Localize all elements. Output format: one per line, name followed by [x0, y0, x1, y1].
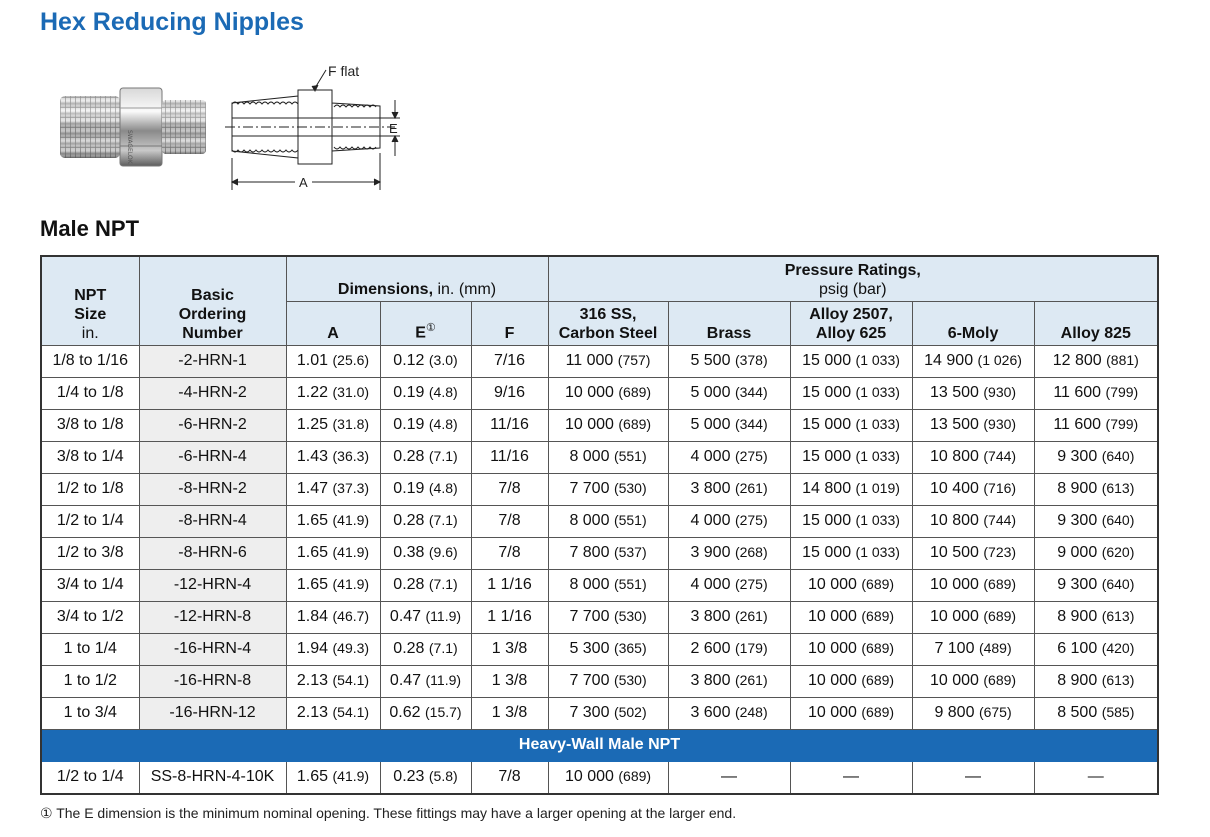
cell-316ss: 7 700 (530): [548, 601, 668, 633]
cell-alloy825: 11 600 (799): [1034, 377, 1158, 409]
cell-brass: 5 500 (378): [668, 345, 790, 377]
cell-size: 1/2 to 3/8: [41, 537, 139, 569]
cell-brass: 5 000 (344): [668, 409, 790, 441]
cell-alloy2507: 15 000 (1 033): [790, 505, 912, 537]
cell-alloy825: 11 600 (799): [1034, 409, 1158, 441]
fitting-illustration: [50, 58, 420, 198]
cell-6moly: 10 800 (744): [912, 505, 1034, 537]
cell-dim-e: 0.28 (7.1): [380, 441, 471, 473]
cell-brass: —: [668, 761, 790, 794]
cell-dim-a: 1.84 (46.7): [286, 601, 380, 633]
cell-dim-a: 1.25 (31.8): [286, 409, 380, 441]
table-row: [41, 505, 1158, 537]
cell-316ss: 8 000 (551): [548, 441, 668, 473]
cell-316ss: 7 700 (530): [548, 665, 668, 697]
cell-6moly: 13 500 (930): [912, 409, 1034, 441]
cell-size: 1 to 1/4: [41, 633, 139, 665]
brand-stamp: SWAGELOK: [126, 130, 133, 164]
cell-alloy2507: 10 000 (689): [790, 697, 912, 729]
cell-dim-f: 11/16: [471, 409, 548, 441]
cell-dim-a: 1.65 (41.9): [286, 505, 380, 537]
cell-ordering-number: -8-HRN-2: [139, 473, 286, 505]
cell-dim-a: 1.47 (37.3): [286, 473, 380, 505]
cell-alloy2507: 10 000 (689): [790, 665, 912, 697]
cell-alloy825: —: [1034, 761, 1158, 794]
cell-dim-e: 0.28 (7.1): [380, 505, 471, 537]
fitting-svg: [50, 58, 420, 198]
cell-alloy825: 9 000 (620): [1034, 537, 1158, 569]
cell-size: 1/2 to 1/8: [41, 473, 139, 505]
header-f: F: [471, 301, 548, 345]
cell-size: 3/4 to 1/2: [41, 601, 139, 633]
section-title: Male NPT: [40, 216, 140, 241]
header-alloy825: Alloy 825: [1034, 301, 1158, 345]
header-alloy2507: Alloy 2507, Alloy 625: [790, 301, 912, 345]
cell-316ss: 7 700 (530): [548, 473, 668, 505]
e-label: E: [389, 121, 398, 136]
table-row: [41, 537, 1158, 569]
cell-316ss: 10 000 (689): [548, 377, 668, 409]
cell-dim-e: 0.19 (4.8): [380, 473, 471, 505]
page-title: Hex Reducing Nipples: [40, 8, 304, 36]
cell-ordering-number: -2-HRN-1: [139, 345, 286, 377]
cell-dim-f: 1 3/8: [471, 697, 548, 729]
cell-dim-e: 0.62 (15.7): [380, 697, 471, 729]
cell-ordering-number: -12-HRN-8: [139, 601, 286, 633]
cell-ordering-number: -6-HRN-2: [139, 409, 286, 441]
cell-alloy825: 6 100 (420): [1034, 633, 1158, 665]
table-body: [41, 345, 1158, 794]
cell-dim-f: 1 3/8: [471, 633, 548, 665]
cell-ordering-number: -16-HRN-4: [139, 633, 286, 665]
cell-dim-f: 7/16: [471, 345, 548, 377]
header-316ss: 316 SS, Carbon Steel: [548, 301, 668, 345]
cell-ordering-number: -6-HRN-4: [139, 441, 286, 473]
cell-dim-f: 7/8: [471, 505, 548, 537]
header-6moly: 6-Moly: [912, 301, 1034, 345]
cell-316ss: 7 300 (502): [548, 697, 668, 729]
cell-alloy825: 9 300 (640): [1034, 441, 1158, 473]
cell-6moly: 10 500 (723): [912, 537, 1034, 569]
table-row: [41, 601, 1158, 633]
cell-316ss: 5 300 (365): [548, 633, 668, 665]
cell-brass: 3 800 (261): [668, 601, 790, 633]
cell-brass: 3 800 (261): [668, 473, 790, 505]
cell-dim-f: 9/16: [471, 377, 548, 409]
cell-dim-e: 0.38 (9.6): [380, 537, 471, 569]
cell-6moly: 10 000 (689): [912, 601, 1034, 633]
cell-dim-f: 1 1/16: [471, 569, 548, 601]
cell-alloy825: 8 900 (613): [1034, 665, 1158, 697]
a-label: A: [299, 175, 308, 190]
cell-alloy2507: 10 000 (689): [790, 569, 912, 601]
cell-size: 3/4 to 1/4: [41, 569, 139, 601]
cell-alloy2507: 14 800 (1 019): [790, 473, 912, 505]
specification-table: [40, 255, 1159, 795]
cell-alloy825: 9 300 (640): [1034, 505, 1158, 537]
cell-alloy2507: —: [790, 761, 912, 794]
cell-6moly: 10 000 (689): [912, 665, 1034, 697]
cell-316ss: 10 000 (689): [548, 409, 668, 441]
table-row: [41, 665, 1158, 697]
cell-6moly: 7 100 (489): [912, 633, 1034, 665]
cell-alloy2507: 15 000 (1 033): [790, 537, 912, 569]
cell-dim-a: 1.65 (41.9): [286, 537, 380, 569]
cell-dim-e: 0.23 (5.8): [380, 761, 471, 794]
cell-dim-a: 1.94 (49.3): [286, 633, 380, 665]
header-a: A: [286, 301, 380, 345]
header-npt-size: NPT Size in.: [41, 256, 139, 345]
cell-alloy825: 8 500 (585): [1034, 697, 1158, 729]
cell-brass: 2 600 (179): [668, 633, 790, 665]
cell-ordering-number: -8-HRN-4: [139, 505, 286, 537]
cell-dim-e: 0.28 (7.1): [380, 569, 471, 601]
header-brass: Brass: [668, 301, 790, 345]
cell-6moly: 13 500 (930): [912, 377, 1034, 409]
table-row: [41, 697, 1158, 729]
cell-dim-a: 1.65 (41.9): [286, 761, 380, 794]
cell-alloy2507: 15 000 (1 033): [790, 441, 912, 473]
cell-dim-a: 1.22 (31.0): [286, 377, 380, 409]
header-pressure-ratings: Pressure Ratings, psig (bar): [548, 256, 1158, 301]
cell-ordering-number: -4-HRN-2: [139, 377, 286, 409]
table-row: [41, 377, 1158, 409]
cell-6moly: 9 800 (675): [912, 697, 1034, 729]
header-dimensions: Dimensions, in. (mm): [286, 256, 548, 301]
cell-dim-f: 7/8: [471, 473, 548, 505]
cell-ordering-number: -8-HRN-6: [139, 537, 286, 569]
cell-dim-f: 1 1/16: [471, 601, 548, 633]
cell-ordering-number: -16-HRN-12: [139, 697, 286, 729]
cell-alloy2507: 15 000 (1 033): [790, 409, 912, 441]
cell-size: 3/8 to 1/8: [41, 409, 139, 441]
cell-alloy2507: 15 000 (1 033): [790, 345, 912, 377]
cell-size: 1/4 to 1/8: [41, 377, 139, 409]
cell-dim-e: 0.47 (11.9): [380, 601, 471, 633]
header-e: E①: [380, 301, 471, 345]
table-row: [41, 409, 1158, 441]
cell-316ss: 8 000 (551): [548, 569, 668, 601]
cell-6moly: —: [912, 761, 1034, 794]
cell-alloy2507: 10 000 (689): [790, 633, 912, 665]
cell-size: 1/8 to 1/16: [41, 345, 139, 377]
cell-brass: 3 600 (248): [668, 697, 790, 729]
cell-ordering-number: -12-HRN-4: [139, 569, 286, 601]
cell-dim-f: 1 3/8: [471, 665, 548, 697]
cell-dim-a: 1.65 (41.9): [286, 569, 380, 601]
cell-ordering-number: -16-HRN-8: [139, 665, 286, 697]
cell-brass: 4 000 (275): [668, 441, 790, 473]
table-row: [41, 345, 1158, 377]
section-row: [41, 729, 1158, 761]
cell-316ss: 11 000 (757): [548, 345, 668, 377]
cell-dim-a: 1.43 (36.3): [286, 441, 380, 473]
cell-alloy2507: 10 000 (689): [790, 601, 912, 633]
cell-6moly: 14 900 (1 026): [912, 345, 1034, 377]
cell-size: 1/2 to 1/4: [41, 761, 139, 794]
cell-dim-e: 0.19 (4.8): [380, 409, 471, 441]
cell-6moly: 10 400 (716): [912, 473, 1034, 505]
table-row: [41, 569, 1158, 601]
cell-brass: 5 000 (344): [668, 377, 790, 409]
cell-size: 1 to 3/4: [41, 697, 139, 729]
cell-dim-a: 1.01 (25.6): [286, 345, 380, 377]
cell-dim-a: 2.13 (54.1): [286, 665, 380, 697]
cell-brass: 3 800 (261): [668, 665, 790, 697]
table-row-heavy-wall: [41, 761, 1158, 794]
section-label: Heavy-Wall Male NPT: [41, 729, 1158, 761]
cell-alloy825: 12 800 (881): [1034, 345, 1158, 377]
cell-ordering-number: SS-8-HRN-4-10K: [139, 761, 286, 794]
cell-6moly: 10 000 (689): [912, 569, 1034, 601]
cell-dim-f: 7/8: [471, 761, 548, 794]
cell-dim-e: 0.19 (4.8): [380, 377, 471, 409]
cell-316ss: 7 800 (537): [548, 537, 668, 569]
cell-alloy825: 8 900 (613): [1034, 601, 1158, 633]
cell-dim-a: 2.13 (54.1): [286, 697, 380, 729]
cell-dim-e: 0.28 (7.1): [380, 633, 471, 665]
cell-alloy825: 9 300 (640): [1034, 569, 1158, 601]
cell-size: 1/2 to 1/4: [41, 505, 139, 537]
cell-alloy2507: 15 000 (1 033): [790, 377, 912, 409]
cell-316ss: 8 000 (551): [548, 505, 668, 537]
table-row: [41, 441, 1158, 473]
cell-6moly: 10 800 (744): [912, 441, 1034, 473]
cell-alloy825: 8 900 (613): [1034, 473, 1158, 505]
technical-drawing: [225, 70, 400, 190]
f-flat-label: F flat: [328, 63, 360, 79]
table-row: [41, 473, 1158, 505]
cell-dim-e: 0.47 (11.9): [380, 665, 471, 697]
cell-size: 1 to 1/2: [41, 665, 139, 697]
fitting-photo: [60, 88, 206, 166]
footnote: ① The E dimension is the minimum nominal opening. These fittings may have a larger opening at the larger end.: [40, 805, 737, 821]
cell-brass: 4 000 (275): [668, 505, 790, 537]
cell-brass: 3 900 (268): [668, 537, 790, 569]
table-row: [41, 633, 1158, 665]
header-ordering-number: Basic Ordering Number: [139, 256, 286, 345]
cell-brass: 4 000 (275): [668, 569, 790, 601]
cell-size: 3/8 to 1/4: [41, 441, 139, 473]
cell-dim-f: 7/8: [471, 537, 548, 569]
cell-316ss: 10 000 (689): [548, 761, 668, 794]
cell-dim-e: 0.12 (3.0): [380, 345, 471, 377]
cell-dim-f: 11/16: [471, 441, 548, 473]
